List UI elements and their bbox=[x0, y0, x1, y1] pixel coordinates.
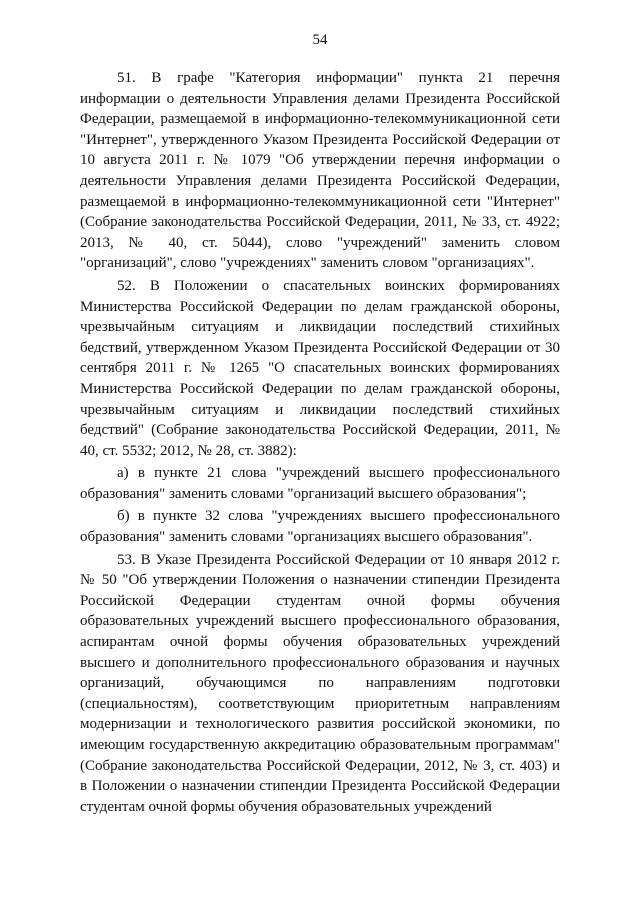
paragraph-52-b: б) в пункте 32 слова "учреждениях высшего профессионального образования" заменить словами "организациях высшего образования". bbox=[80, 508, 560, 546]
page-number: 54 bbox=[312, 32, 328, 48]
paragraph-52: 52. В Положении о спасательных воинских формированиях Министерства Российской Федерации по делам гражданской обороны, чрезвычайным ситуациям и ликвидации последствий стихийных бедствий, утвержденном Указом Президента Российской Федерации от 30 сентября 2011 г. № 1265 "О спасательных воинских формированиях Министерства Российской Федерации по делам гражданской обороны, чрезвычайным ситуациям и ликвидации последствий стихийных бедствий" (Собрание законодательства Российской Федерации, 2011, № 40, ст. 5532; 2012, № 28, ст. 3882): bbox=[80, 277, 560, 459]
paragraph-51: 51. В графе "Категория информации" пункта 21 перечня информации о деятельности Управления делами Президента Российской Федерации, размещаемой в информационно-телекоммуникационной сети "Интернет", утвержденного Указом Президента Российской Федерации от 10 августа 2011 г. № 1079 "Об утверждении перечня информации о деятельности Управления делами Президента Российской Федерации, размещаемой в информационно-телекоммуникационной сети "Интернет" (Собрание законодательства Российской Федерации, 2011, № 33, ст. 4922; 2013, № 40, ст. 5044), слово "учреждений" заменить словом "организаций", слово "учреждениях" заменить словом "организациях". bbox=[80, 70, 560, 272]
paragraph-52-a: а) в пункте 21 слова "учреждений высшего профессионального образования" заменить словами "организаций высшего образования"; bbox=[80, 465, 560, 502]
paragraph-53: 53. В Указе Президента Российской Федерации от 10 января 2012 г. № 50 "Об утверждении Положения о назначении стипендии Президента Российской Федерации студентам очной формы обучения образовательных учреждений высшего профессионального образования, аспирантам очной формы обучения образовательных учреждений высшего и дополнительного профессионального образования и научных организаций, обучающимся по направлениям подготовки (специальностям), соответствующим приоритетным направлениям модернизации и технологического развития российской экономики, по имеющим государственную аккредитацию образовательным программам" (Собрание законодательства Российской Федерации, 2012, № 3, ст. 403) и в Положении о назначении стипендии Президента Российской Федерации студентам очной формы обучения образовательных учреждений bbox=[80, 551, 560, 815]
